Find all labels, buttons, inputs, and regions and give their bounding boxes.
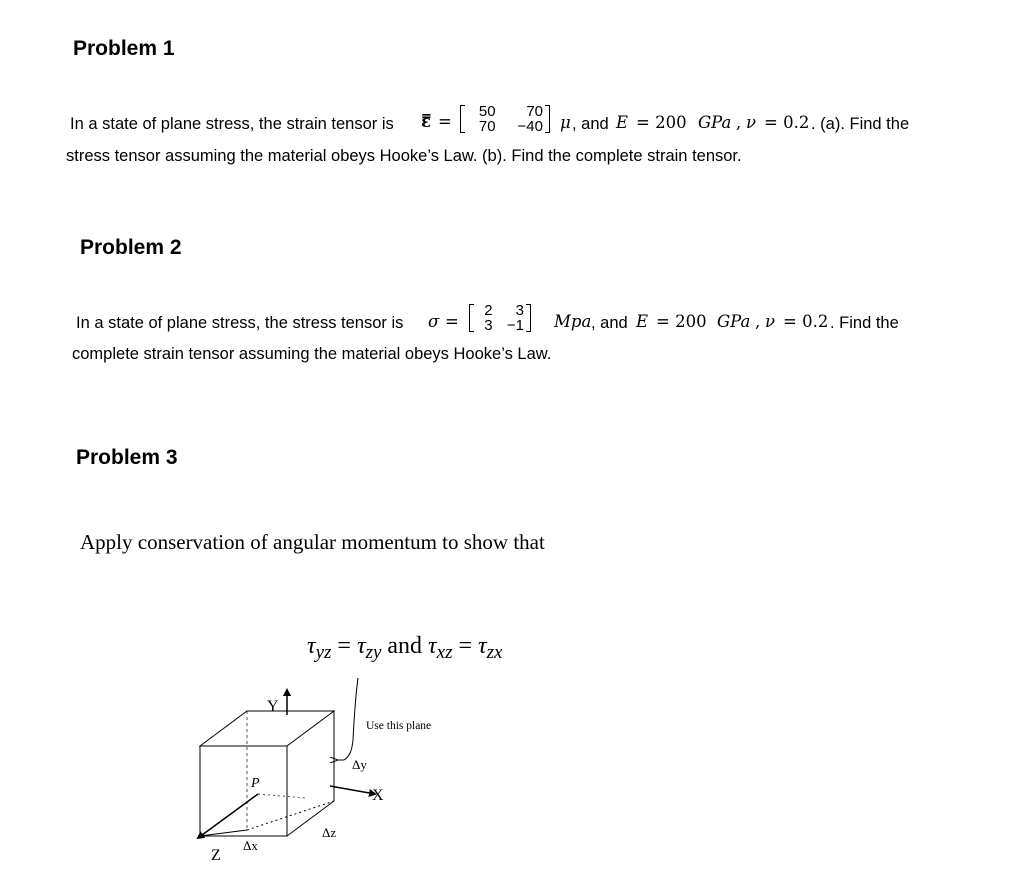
problem-2-text: In a state of plane stress, the stress tensor is xyxy=(76,314,404,332)
problem-2-title: Problem 2 xyxy=(80,236,182,259)
problem-2-line-2: complete strain tensor assuming the material obeys Hooke’s Law. xyxy=(72,345,552,363)
equals-sign: = xyxy=(445,312,459,331)
strain-matrix-cell: −40 xyxy=(517,118,543,135)
and-word: and xyxy=(381,633,429,659)
youngs-modulus-symbol: E xyxy=(636,312,649,331)
poisson-symbol: ν xyxy=(765,312,776,331)
stress-unit: Mpa xyxy=(554,312,592,331)
poisson-symbol: ν xyxy=(746,113,757,132)
problem-1-and: , and xyxy=(572,115,609,133)
y-axis-label: Y xyxy=(267,698,279,715)
youngs-modulus-unit: GPa xyxy=(717,312,751,331)
stress-matrix-cell: 3 xyxy=(515,302,524,319)
x-axis-arrow xyxy=(330,786,375,794)
problem-2-text-end: . Find the xyxy=(830,314,899,332)
stress-matrix-cell: −1 xyxy=(506,317,524,334)
strain-matrix-cell: 70 xyxy=(478,118,496,135)
problem-2-and: , and xyxy=(591,314,628,332)
comma: , xyxy=(755,312,761,331)
equals-sign: = xyxy=(452,633,479,659)
symmetry-equation xyxy=(307,633,502,664)
tau-symbol: τ xyxy=(428,633,437,659)
hidden-edges xyxy=(200,711,287,830)
comma: , xyxy=(736,113,742,132)
poisson-value: = 0.2 xyxy=(764,113,810,132)
problem-1-text-end: . (a). Find the xyxy=(811,115,910,133)
micro-unit: μ xyxy=(560,113,571,132)
equals-sign: = xyxy=(331,633,357,659)
problem-2-line-1 xyxy=(76,301,976,341)
dx-label: Δx xyxy=(243,838,258,853)
plane-label: Use this plane xyxy=(366,720,432,732)
stress-matrix-cell: 3 xyxy=(484,317,493,334)
strain-matrix-cell: 50 xyxy=(478,103,496,120)
problem-1-line-2: stress tensor assuming the material obeys Hooke’s Law. (b). Find the complete strain tensor. xyxy=(66,147,742,165)
tau-symbol: τ xyxy=(356,633,366,659)
youngs-modulus-value: = 200 xyxy=(636,113,687,132)
dz-label: Δz xyxy=(322,825,337,840)
problem-3-statement: Apply conservation of angular momentum to show that xyxy=(80,530,545,554)
youngs-modulus-unit: GPa xyxy=(698,113,732,132)
problem-1-line-1 xyxy=(70,104,970,144)
tau-symbol: τ xyxy=(478,633,487,659)
subscript: yz xyxy=(315,642,332,663)
dy-label: Δy xyxy=(352,757,367,772)
subscript: xz xyxy=(436,642,453,663)
stress-matrix-cell: 2 xyxy=(484,302,493,319)
strain-matrix xyxy=(460,104,550,134)
stress-symbol: σ xyxy=(428,312,440,331)
x-axis-label: X xyxy=(372,787,384,804)
subscript: zy xyxy=(365,642,382,663)
cube-diagram xyxy=(180,670,460,875)
z-axis-label: Z xyxy=(211,847,221,864)
strain-matrix-cell: 70 xyxy=(526,103,543,120)
z-axis-arrow xyxy=(198,794,258,838)
problem-1-title: Problem 1 xyxy=(73,37,175,60)
equals-sign: = xyxy=(438,112,452,131)
youngs-modulus-symbol: E xyxy=(616,113,629,132)
stress-matrix xyxy=(469,303,531,333)
youngs-modulus-value: = 200 xyxy=(656,312,707,331)
tau-symbol: τ xyxy=(307,633,316,659)
poisson-value: = 0.2 xyxy=(783,312,829,331)
point-p-label: P xyxy=(251,776,260,791)
subscript: zx xyxy=(486,642,503,663)
problem-3-title: Problem 3 xyxy=(76,446,178,469)
cube-edges xyxy=(200,711,334,836)
plane-pointer-line xyxy=(344,678,358,760)
strain-symbol: ε̿ xyxy=(421,112,432,131)
problem-1-text: In a state of plane stress, the strain tensor is xyxy=(70,115,394,133)
